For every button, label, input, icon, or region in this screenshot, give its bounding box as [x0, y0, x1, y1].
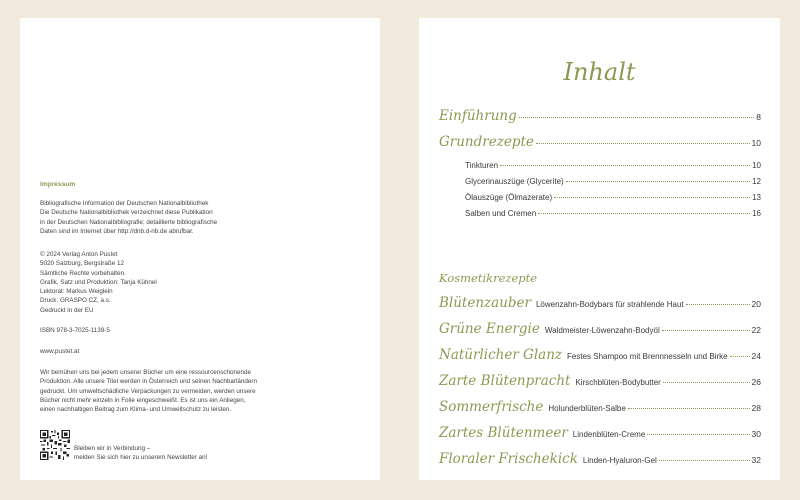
toc-entry-grundrezepte[interactable]	[439, 134, 761, 150]
imprint-heading: Impressum	[40, 181, 76, 188]
dot-leader	[686, 304, 750, 305]
recipe-title: Natürlicher Glanz	[439, 347, 563, 363]
toc-page-number: 32	[751, 455, 761, 465]
eco-line: gedruckt. Um umweltschädliche Verpackungen zu vermeiden, werden unsere	[40, 387, 256, 395]
biblio-line: Die Deutsche Nationalbibliothek verzeichnet diese Publikation	[40, 209, 213, 217]
dot-leader	[662, 330, 750, 331]
toc-entry-label: Einführung	[439, 108, 517, 124]
isbn: ISBN 978-3-7025-1139-5	[40, 327, 110, 334]
biblio-line: in der Deutschen Nationalbibliografie; detaillierte bibliografische	[40, 218, 218, 226]
recipe-title: Zarte Blütenpracht	[439, 373, 571, 389]
newsletter-text	[74, 444, 207, 462]
dot-leader	[519, 117, 755, 118]
toc-page-number: 28	[751, 403, 761, 413]
section-heading: Kosmetikrezepte	[439, 271, 538, 285]
toc-subentry-label: Tinkturen	[465, 161, 499, 170]
dot-leader	[628, 408, 750, 409]
toc-subentry[interactable]	[465, 209, 761, 218]
toc-page-number: 24	[751, 351, 761, 361]
toc-page-number: 13	[752, 193, 761, 202]
newsletter-line: Bleiben wir in Verbindung –	[74, 445, 151, 452]
dot-leader	[500, 165, 750, 166]
recipe-entry[interactable]	[439, 425, 761, 441]
recipe-entry[interactable]	[439, 373, 761, 389]
eco-line: Produktion. Alle unsere Titel werden in Österreich und seinen Nachbarländern	[40, 378, 258, 386]
toc-subentry[interactable]	[465, 193, 761, 202]
toc-page-number: 10	[752, 161, 761, 170]
recipe-title: Zartes Blütenmeer	[439, 425, 568, 441]
toc-subentry[interactable]	[465, 177, 761, 186]
dot-leader	[536, 143, 750, 144]
eco-line: Wir bemühen uns bei jedem unserer Bücher um eine ressourcenschonende	[40, 369, 252, 376]
recipe-entry[interactable]	[439, 321, 761, 337]
contents-page	[419, 18, 780, 480]
imprint-page	[20, 18, 380, 480]
toc-page-number: 10	[751, 138, 761, 148]
publisher-line: Gedruckt in der EU	[40, 306, 94, 314]
qr-code-icon[interactable]	[40, 430, 70, 460]
dot-leader	[647, 434, 749, 435]
recipe-title: Grüne Energie	[439, 321, 540, 337]
dot-leader	[663, 382, 750, 383]
toc-page-number: 22	[751, 325, 761, 335]
recipe-entry[interactable]	[439, 451, 761, 467]
toc-subentry-label: Glycerinauszüge (Glycerite)	[465, 177, 564, 186]
publisher-line: 5020 Salzburg, Bergstraße 12	[40, 260, 125, 268]
biblio-line: Bibliografische Information der Deutschen Nationalbibliothek	[40, 200, 209, 207]
biblio-info	[40, 199, 370, 236]
toc-page-number: 30	[751, 429, 761, 439]
toc-page-number: 20	[751, 299, 761, 309]
recipe-description: Löwenzahn-Bodybars für strahlende Haut	[535, 300, 684, 309]
recipe-description: Kirschblüten-Bodybutter	[575, 378, 661, 387]
recipe-title: Blütenzauber	[439, 295, 531, 311]
recipe-description: Holunderblüten-Salbe	[548, 404, 626, 413]
eco-line: einen nachhaltigen Beitrag zum Klima- und Umweltschutz zu leisten.	[40, 406, 232, 414]
toc-page-number: 16	[752, 209, 761, 218]
publisher-line: Sämtliche Rechte vorbehalten.	[40, 269, 126, 277]
publisher-line: Grafik, Satz und Produktion: Tanja Kühnel	[40, 278, 157, 286]
dot-leader	[659, 460, 750, 461]
recipe-entry[interactable]	[439, 295, 761, 311]
recipe-entry[interactable]	[439, 399, 761, 415]
recipe-entry[interactable]	[439, 347, 761, 363]
recipe-title: Floraler Frischekick	[439, 451, 578, 467]
eco-line: Bücher nicht mehr einzeln in Folie eingeschweißt. Es ist uns ein Anliegen,	[40, 396, 246, 404]
newsletter-line: melden Sie sich hier zu unserem Newsletter an!	[74, 454, 208, 461]
toc-entry-label: Grundrezepte	[439, 134, 534, 150]
dot-leader	[566, 181, 750, 182]
toc-entry-einfuehrung[interactable]	[439, 108, 761, 124]
dot-leader	[538, 213, 750, 214]
recipe-description: Waldmeister-Löwenzahn-Bodyöl	[544, 326, 660, 335]
publisher-line: © 2024 Verlag Anton Pustet	[40, 251, 118, 258]
toc-subentry[interactable]	[465, 161, 761, 170]
biblio-line: Daten sind im Internet über http://dnb.d-nb.de abrufbar.	[40, 227, 194, 235]
eco-statement	[40, 368, 370, 414]
publisher-info	[40, 250, 370, 315]
dot-leader	[730, 356, 750, 357]
contents-title: Inhalt	[563, 58, 636, 86]
toc-page-number: 12	[752, 177, 761, 186]
publisher-line: Lektorat: Markus Weiglein	[40, 288, 113, 296]
publisher-line: Druck: GRASPO CZ, a.s.	[40, 297, 111, 305]
dot-leader	[554, 197, 750, 198]
toc-subentry-label: Salben und Cremen	[465, 209, 537, 218]
toc-subentry-label: Ölauszüge (Ölmazerate)	[465, 193, 553, 202]
recipe-description: Linden-Hyaluron-Gel	[582, 456, 657, 465]
recipe-description: Lindenblüten-Creme	[572, 430, 646, 439]
toc-page-number: 8	[756, 112, 761, 122]
toc-page-number: 26	[751, 377, 761, 387]
website: www.pustet.at	[40, 348, 80, 355]
recipe-title: Sommerfrische	[439, 399, 544, 415]
recipe-description: Festes Shampoo mit Brennnesseln und Birke	[567, 352, 728, 361]
